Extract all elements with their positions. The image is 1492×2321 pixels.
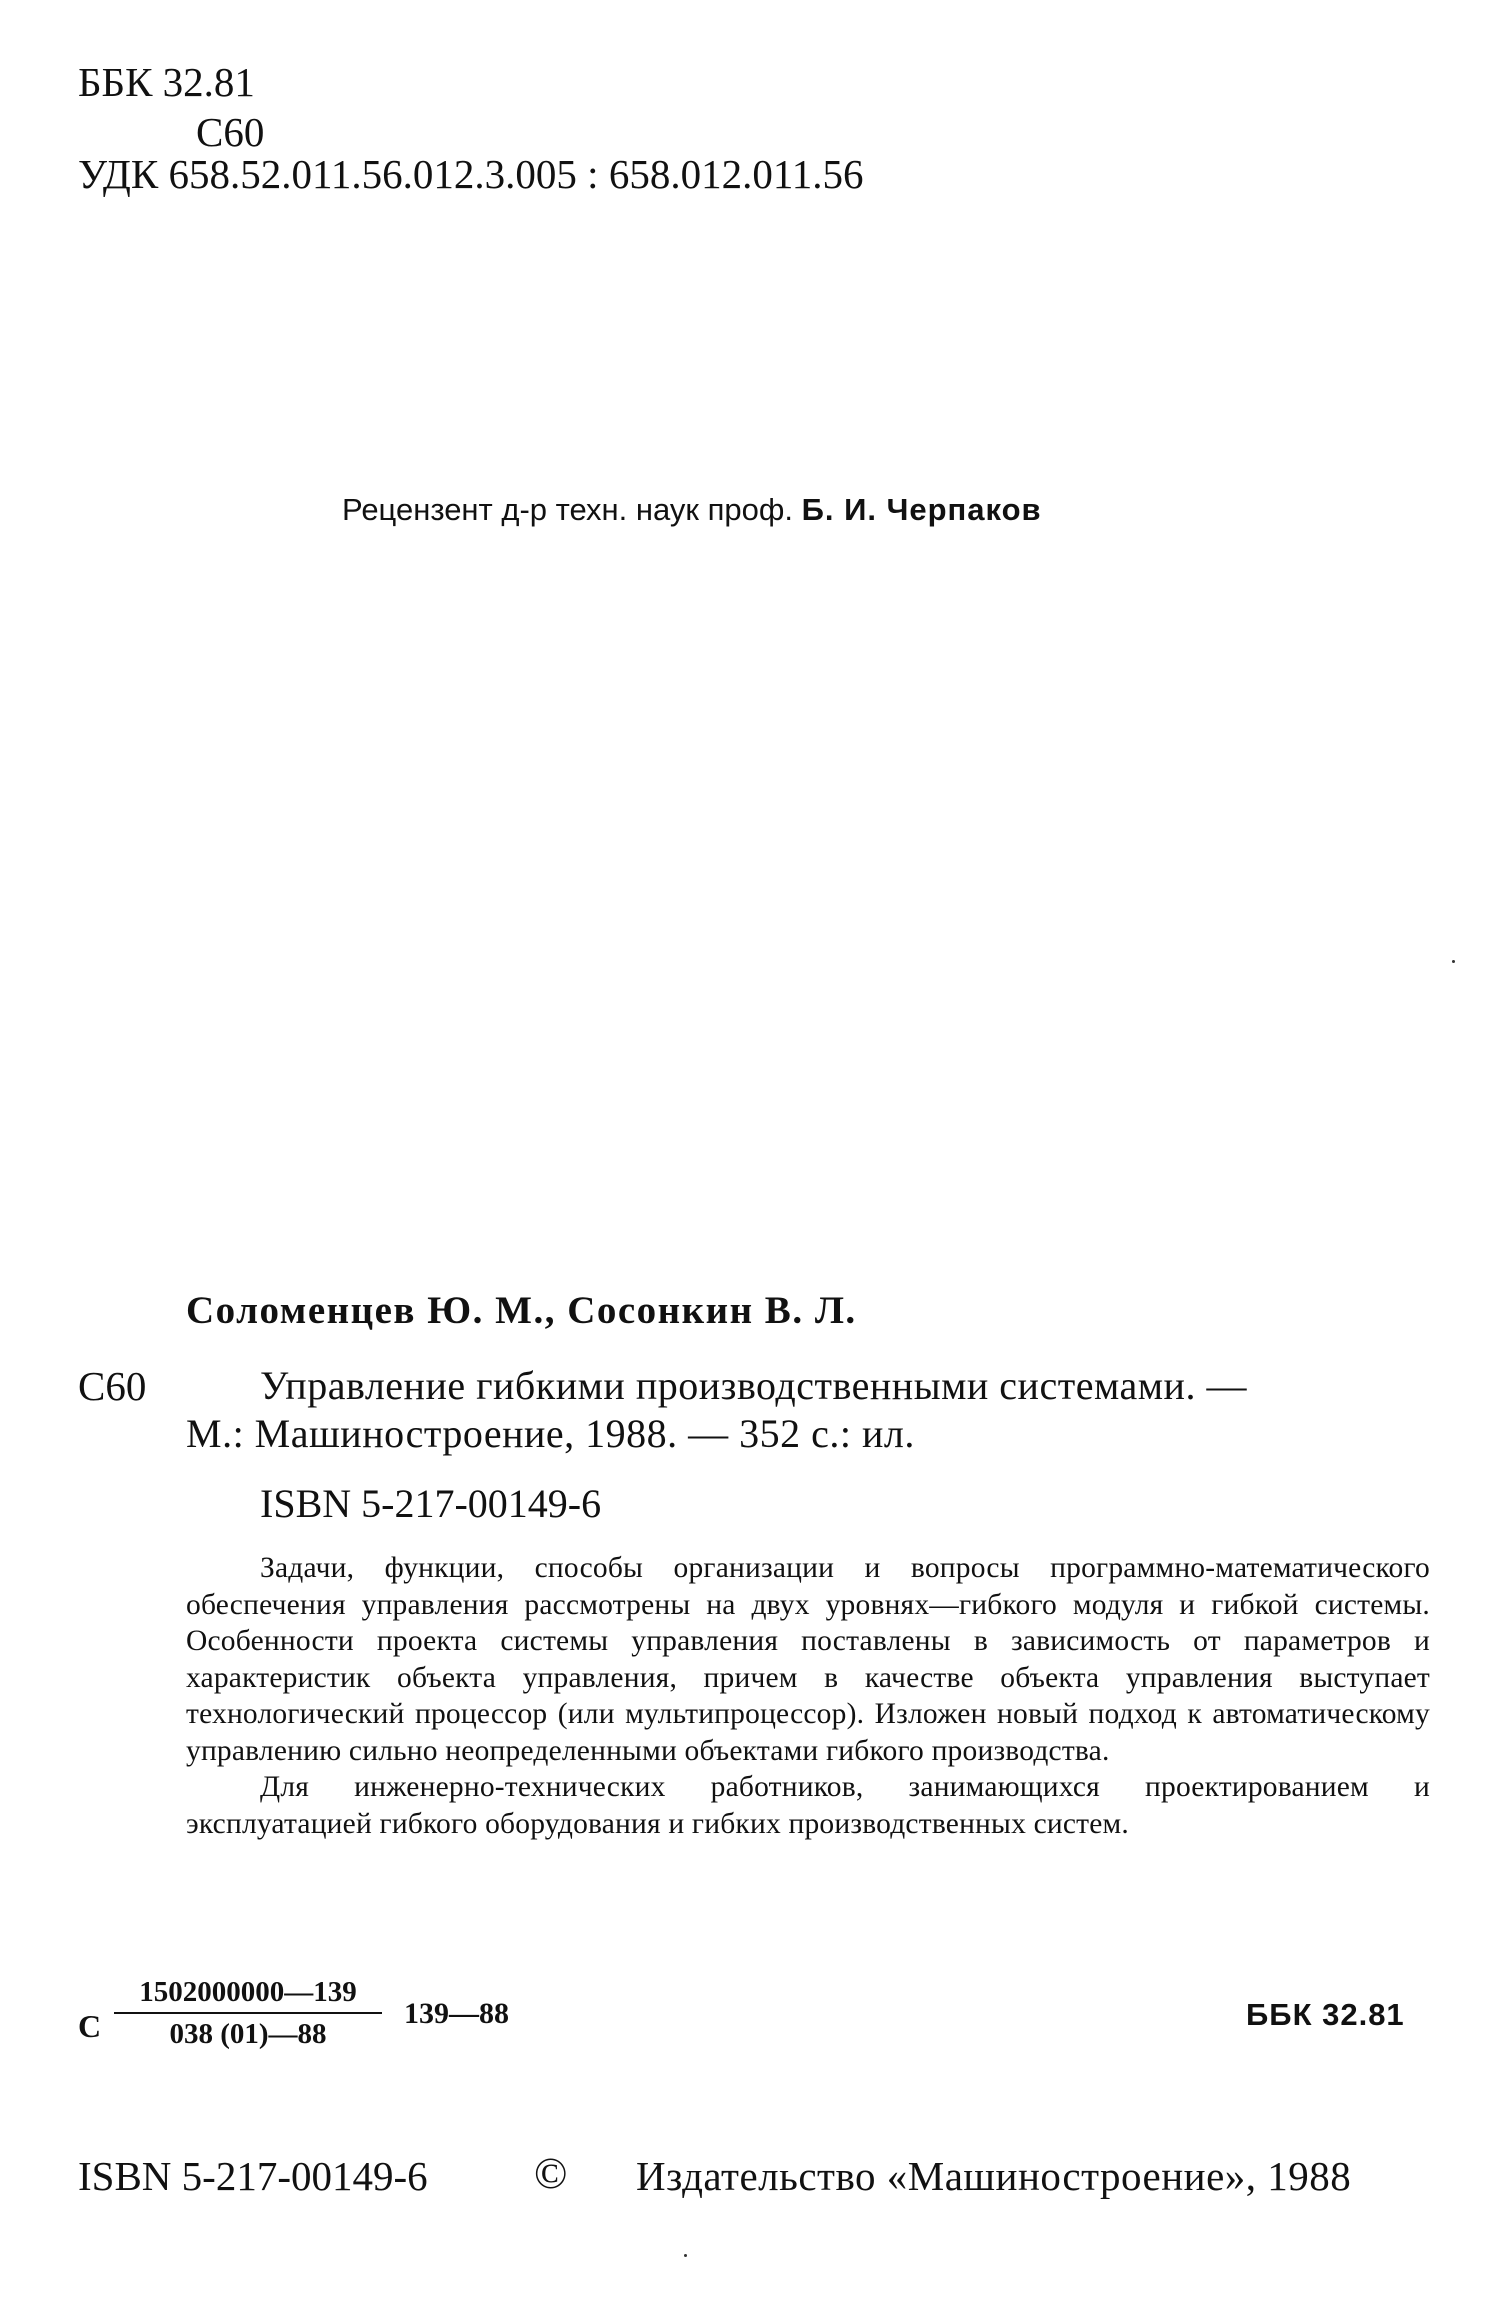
catalog-fraction — [114, 1975, 382, 2051]
bbk-code: ББК 32.81 — [78, 59, 255, 105]
record-isbn: ISBN 5-217-00149-6 — [260, 1481, 602, 1526]
reviewer-prefix: Рецензент д-р техн. наук проф. — [342, 492, 793, 527]
title-line-2: М.: Машиностроение, 1988. — 352 с.: ил. — [186, 1411, 915, 1456]
authors: Соломенцев Ю. М., Сосонкин В. Л. — [186, 1289, 857, 1332]
abstract-paragraph-2: Для инженерно-технических работников, занимающихся проектированием и эксплуатацией гибкого оборудования и гибких производственных систем. — [186, 1771, 1430, 1840]
abstract — [186, 1550, 1430, 1842]
scan-speck — [684, 2254, 687, 2257]
footer-isbn: ISBN 5-217-00149-6 — [78, 2153, 428, 2199]
catalog-bbk: ББК 32.81 — [1246, 1997, 1405, 2032]
scan-speck — [1452, 960, 1455, 963]
catalog-numerator: 1502000000—139 — [114, 1975, 382, 2014]
publisher: Издательство «Машиностроение», 1988 — [636, 2153, 1352, 2199]
reviewer-name: Б. И. Черпаков — [801, 492, 1042, 527]
reviewer-line — [342, 492, 1042, 528]
index-code: С60 — [196, 109, 265, 155]
record-index: С60 — [78, 1363, 147, 1409]
title-line-1: Управление гибкими производственными системами. — — [260, 1363, 1247, 1408]
udk-code: УДК 658.52.011.56.012.3.005 : 658.012.011.56 — [78, 151, 864, 197]
abstract-paragraph-1: Задачи, функции, способы организации и вопросы программно-математического обеспечения управления рассмотрены на двух уровнях—гибкого модуля и гибкой системы. Особенности проекта системы управления поставлены в зависимость от параметров и характеристик объекта управления, причем в качестве объекта управления выступает технологический процессор (или мультипроцессор). Изложен новый подход к автоматическому управлению сильно неопределенными объектами гибкого производства. — [186, 1552, 1430, 1767]
catalog-denominator: 038 (01)—88 — [169, 2018, 327, 2050]
catalog-letter: С — [78, 2008, 102, 2044]
catalog-tail: 139—88 — [404, 1997, 509, 2030]
copyright-icon: © — [534, 2149, 568, 2198]
